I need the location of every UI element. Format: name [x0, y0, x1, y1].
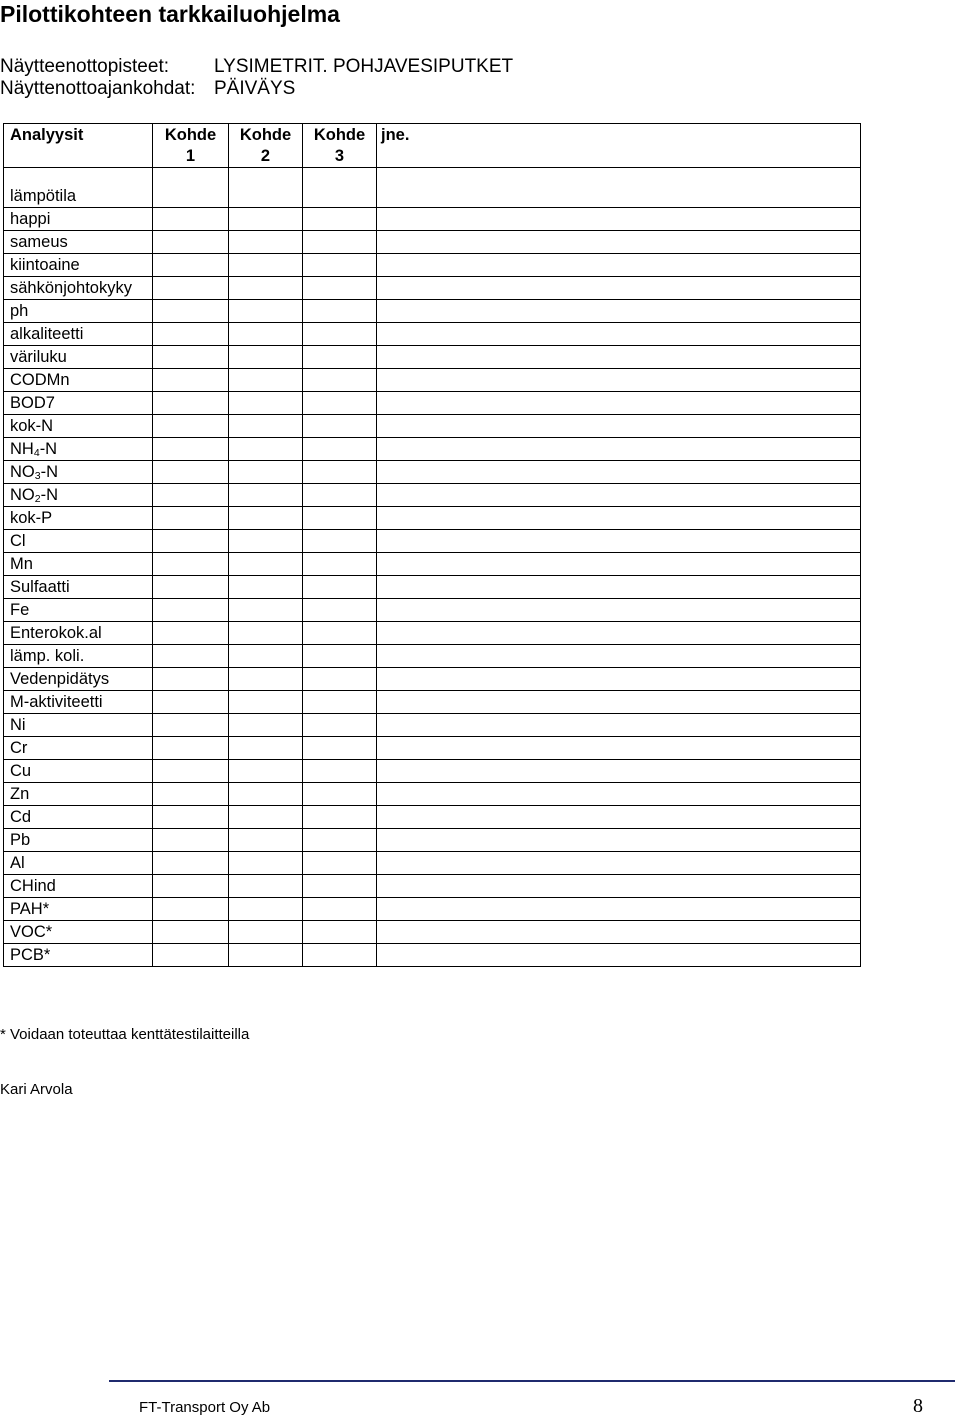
table-row — [4, 231, 861, 254]
value-cell — [303, 369, 377, 392]
analysis-name: Ni — [10, 716, 26, 734]
value-cell — [153, 783, 229, 806]
value-cell — [303, 553, 377, 576]
value-cell — [377, 168, 861, 208]
value-cell — [377, 622, 861, 645]
header-site-1 — [153, 124, 229, 168]
header-site-2-line1: Kohde — [239, 126, 292, 144]
analysis-name: VOC* — [10, 923, 53, 941]
table-row — [4, 576, 861, 599]
value-cell — [303, 392, 377, 415]
value-cell — [303, 645, 377, 668]
table-row — [4, 829, 861, 852]
analysis-name-cell — [4, 576, 153, 599]
value-cell — [153, 208, 229, 231]
table-row — [4, 323, 861, 346]
value-cell — [377, 346, 861, 369]
value-cell — [377, 300, 861, 323]
value-cell — [377, 438, 861, 461]
analysis-name-cell — [4, 553, 153, 576]
value-cell — [377, 783, 861, 806]
footnote: * Voidaan toteuttaa kenttätestilaitteilla — [0, 1026, 250, 1043]
table-row — [4, 346, 861, 369]
value-cell — [153, 806, 229, 829]
analysis-name-cell — [4, 760, 153, 783]
table-row — [4, 168, 861, 208]
value-cell — [377, 599, 861, 622]
value-cell — [229, 369, 303, 392]
value-cell — [377, 231, 861, 254]
value-cell — [153, 645, 229, 668]
analysis-name: Enterokok.al — [10, 624, 102, 642]
sampling-times-line — [0, 78, 295, 100]
value-cell — [229, 898, 303, 921]
value-cell — [303, 530, 377, 553]
table-row — [4, 714, 861, 737]
table-row — [4, 254, 861, 277]
value-cell — [153, 875, 229, 898]
value-cell — [303, 484, 377, 507]
table-row — [4, 875, 861, 898]
value-cell — [153, 944, 229, 967]
analysis-name: PCB* — [10, 946, 51, 964]
analysis-name-cell — [4, 898, 153, 921]
value-cell — [153, 461, 229, 484]
value-cell — [377, 323, 861, 346]
analysis-name: M-aktiviteetti — [10, 693, 103, 711]
value-cell — [229, 507, 303, 530]
value-cell — [377, 737, 861, 760]
value-cell — [153, 530, 229, 553]
value-cell — [229, 875, 303, 898]
table-row — [4, 208, 861, 231]
analysis-name-suffix: -N — [40, 486, 59, 504]
analysis-name-subscript: 4 — [33, 447, 40, 459]
value-cell — [303, 576, 377, 599]
analysis-name: väriluku — [10, 348, 67, 366]
value-cell — [377, 875, 861, 898]
value-cell — [153, 622, 229, 645]
analysis-name: CHind — [10, 877, 56, 895]
sampling-points-line — [0, 56, 513, 78]
analysis-name: Mn — [10, 555, 33, 573]
value-cell — [153, 254, 229, 277]
value-cell — [229, 346, 303, 369]
analysis-name-cell — [4, 829, 153, 852]
value-cell — [229, 553, 303, 576]
value-cell — [377, 530, 861, 553]
value-cell — [377, 415, 861, 438]
table-row — [4, 484, 861, 507]
value-cell — [377, 576, 861, 599]
header-site-3-line2: 3 — [334, 147, 345, 165]
value-cell — [303, 898, 377, 921]
analysis-name-cell — [4, 369, 153, 392]
footer-divider — [109, 1380, 955, 1382]
analysis-name-cell — [4, 530, 153, 553]
value-cell — [303, 944, 377, 967]
value-cell — [303, 168, 377, 208]
analysis-name: CODMn — [10, 371, 70, 389]
value-cell — [153, 599, 229, 622]
value-cell — [377, 714, 861, 737]
analysis-name-cell — [4, 461, 153, 484]
analysis-name: sameus — [10, 233, 68, 251]
table-row — [4, 438, 861, 461]
analysis-name-subscript: 3 — [34, 470, 41, 482]
value-cell — [153, 829, 229, 852]
header-analyses — [4, 124, 153, 168]
value-cell — [153, 714, 229, 737]
value-cell — [377, 691, 861, 714]
value-cell — [377, 898, 861, 921]
value-cell — [153, 507, 229, 530]
value-cell — [303, 622, 377, 645]
analysis-name-cell — [4, 806, 153, 829]
value-cell — [229, 231, 303, 254]
value-cell — [303, 438, 377, 461]
analysis-name-cell — [4, 415, 153, 438]
analysis-name-cell — [4, 737, 153, 760]
analysis-name-cell — [4, 346, 153, 369]
value-cell — [153, 438, 229, 461]
footer-company: FT-Transport Oy Ab — [139, 1399, 271, 1416]
table-row — [4, 392, 861, 415]
value-cell — [377, 369, 861, 392]
sampling-points-label: Näytteenottopisteet: — [0, 56, 169, 77]
value-cell — [303, 208, 377, 231]
value-cell — [229, 691, 303, 714]
table-row — [4, 599, 861, 622]
value-cell — [377, 254, 861, 277]
table-row — [4, 507, 861, 530]
table-row — [4, 300, 861, 323]
value-cell — [229, 438, 303, 461]
header-etc — [377, 124, 861, 168]
analysis-name: PAH* — [10, 900, 50, 918]
value-cell — [229, 300, 303, 323]
value-cell — [303, 875, 377, 898]
analysis-name: NO — [10, 463, 35, 481]
header-site-2 — [229, 124, 303, 168]
value-cell — [153, 852, 229, 875]
value-cell — [303, 300, 377, 323]
value-cell — [229, 530, 303, 553]
value-cell — [229, 254, 303, 277]
analysis-name-cell — [4, 645, 153, 668]
analysis-name-cell — [4, 168, 153, 208]
table-row — [4, 921, 861, 944]
analysis-name-cell — [4, 944, 153, 967]
sampling-times-value: PÄIVÄYS — [214, 78, 296, 99]
value-cell — [303, 415, 377, 438]
value-cell — [229, 806, 303, 829]
value-cell — [229, 852, 303, 875]
value-cell — [229, 415, 303, 438]
sampling-times-label: Näyttenottoajankohdat: — [0, 78, 196, 99]
value-cell — [303, 806, 377, 829]
analysis-name-cell — [4, 691, 153, 714]
value-cell — [153, 484, 229, 507]
analysis-name: Al — [10, 854, 25, 872]
value-cell — [377, 668, 861, 691]
value-cell — [377, 760, 861, 783]
analysis-name-cell — [4, 438, 153, 461]
value-cell — [377, 829, 861, 852]
value-cell — [153, 553, 229, 576]
analysis-name-cell — [4, 507, 153, 530]
analysis-name: NO — [10, 486, 35, 504]
value-cell — [153, 168, 229, 208]
table-row — [4, 622, 861, 645]
value-cell — [229, 622, 303, 645]
value-cell — [303, 507, 377, 530]
analysis-name: happi — [10, 210, 51, 228]
analysis-name-cell — [4, 392, 153, 415]
value-cell — [229, 921, 303, 944]
value-cell — [303, 852, 377, 875]
value-cell — [153, 346, 229, 369]
analysis-name-suffix: -N — [40, 463, 59, 481]
value-cell — [303, 714, 377, 737]
author-name: Kari Arvola — [0, 1081, 73, 1098]
value-cell — [153, 323, 229, 346]
table-row — [4, 277, 861, 300]
value-cell — [377, 645, 861, 668]
value-cell — [229, 737, 303, 760]
analysis-name: BOD7 — [10, 394, 55, 412]
analysis-name-cell — [4, 208, 153, 231]
value-cell — [303, 921, 377, 944]
value-cell — [303, 829, 377, 852]
value-cell — [229, 461, 303, 484]
analysis-name: Cr — [10, 739, 28, 757]
value-cell — [153, 277, 229, 300]
header-site-3-line1: Kohde — [313, 126, 366, 144]
value-cell — [229, 760, 303, 783]
analysis-name: Zn — [10, 785, 30, 803]
table-row — [4, 806, 861, 829]
table-row — [4, 898, 861, 921]
table-row — [4, 369, 861, 392]
table-row — [4, 415, 861, 438]
value-cell — [153, 691, 229, 714]
analysis-name-cell — [4, 231, 153, 254]
value-cell — [153, 392, 229, 415]
value-cell — [153, 300, 229, 323]
value-cell — [153, 668, 229, 691]
analysis-name-cell — [4, 783, 153, 806]
value-cell — [153, 369, 229, 392]
analysis-name-cell — [4, 277, 153, 300]
analysis-name-cell — [4, 300, 153, 323]
table-row — [4, 852, 861, 875]
value-cell — [377, 484, 861, 507]
value-cell — [229, 599, 303, 622]
analysis-name: Fe — [10, 601, 30, 619]
value-cell — [229, 277, 303, 300]
analysis-name: alkaliteetti — [10, 325, 84, 343]
table-header-row — [4, 124, 861, 168]
analysis-name-cell — [4, 668, 153, 691]
value-cell — [303, 760, 377, 783]
value-cell — [229, 168, 303, 208]
value-cell — [229, 783, 303, 806]
value-cell — [153, 415, 229, 438]
value-cell — [303, 599, 377, 622]
analysis-name: Sulfaatti — [10, 578, 70, 596]
header-site-2-line2: 2 — [260, 147, 271, 165]
analysis-name: ph — [10, 302, 29, 320]
value-cell — [377, 553, 861, 576]
table-row — [4, 691, 861, 714]
value-cell — [377, 806, 861, 829]
analysis-name-cell — [4, 254, 153, 277]
analysis-name: kok-N — [10, 417, 54, 435]
header-site-3 — [303, 124, 377, 168]
value-cell — [377, 208, 861, 231]
analysis-name-suffix: -N — [39, 440, 58, 458]
analysis-name-cell — [4, 323, 153, 346]
value-cell — [229, 714, 303, 737]
value-cell — [377, 852, 861, 875]
header-site-1-line2: 1 — [185, 147, 196, 165]
value-cell — [303, 231, 377, 254]
analysis-name: lämp. koli. — [10, 647, 85, 665]
table-row — [4, 783, 861, 806]
analysis-name-cell — [4, 622, 153, 645]
value-cell — [303, 461, 377, 484]
value-cell — [377, 277, 861, 300]
analysis-name-cell — [4, 921, 153, 944]
value-cell — [229, 645, 303, 668]
analysis-name: sähkönjohtokyky — [10, 279, 132, 297]
value-cell — [303, 277, 377, 300]
analysis-name: Cd — [10, 808, 32, 826]
value-cell — [303, 737, 377, 760]
value-cell — [377, 507, 861, 530]
value-cell — [153, 231, 229, 254]
value-cell — [229, 392, 303, 415]
value-cell — [229, 323, 303, 346]
value-cell — [229, 944, 303, 967]
value-cell — [377, 921, 861, 944]
value-cell — [153, 921, 229, 944]
analysis-name-cell — [4, 599, 153, 622]
analysis-name: lämpötila — [10, 187, 77, 205]
table-row — [4, 645, 861, 668]
analysis-name: NH — [10, 440, 34, 458]
value-cell — [153, 760, 229, 783]
value-cell — [229, 668, 303, 691]
table-row — [4, 461, 861, 484]
value-cell — [229, 208, 303, 231]
page-number: 8 — [913, 1395, 923, 1417]
value-cell — [377, 392, 861, 415]
value-cell — [153, 737, 229, 760]
value-cell — [377, 461, 861, 484]
value-cell — [303, 691, 377, 714]
table-row — [4, 530, 861, 553]
value-cell — [229, 829, 303, 852]
value-cell — [303, 668, 377, 691]
value-cell — [377, 944, 861, 967]
header-etc-label: jne. — [381, 126, 410, 144]
analysis-name-cell — [4, 852, 153, 875]
value-cell — [303, 346, 377, 369]
analysis-name: Vedenpidätys — [10, 670, 110, 688]
analysis-name: kok-P — [10, 509, 53, 527]
header-site-1-line1: Kohde — [164, 126, 217, 144]
page-title: Pilottikohteen tarkkailuohjelma — [0, 1, 340, 27]
table-row — [4, 553, 861, 576]
analysis-name: Cu — [10, 762, 32, 780]
value-cell — [303, 323, 377, 346]
analysis-name: Cl — [10, 532, 26, 550]
table-row — [4, 760, 861, 783]
analysis-name-cell — [4, 875, 153, 898]
header-analyses-label: Analyysit — [10, 126, 84, 144]
value-cell — [153, 576, 229, 599]
value-cell — [229, 576, 303, 599]
value-cell — [303, 783, 377, 806]
analysis-name-subscript: 2 — [34, 493, 41, 505]
analysis-table — [3, 123, 861, 967]
analysis-name-cell — [4, 484, 153, 507]
sampling-points-value: LYSIMETRIT. POHJAVESIPUTKET — [214, 56, 514, 77]
table-row — [4, 944, 861, 967]
analysis-name: kiintoaine — [10, 256, 80, 274]
value-cell — [303, 254, 377, 277]
value-cell — [153, 898, 229, 921]
analysis-name-cell — [4, 714, 153, 737]
value-cell — [229, 484, 303, 507]
table-row — [4, 668, 861, 691]
table-row — [4, 737, 861, 760]
analysis-name: Pb — [10, 831, 31, 849]
